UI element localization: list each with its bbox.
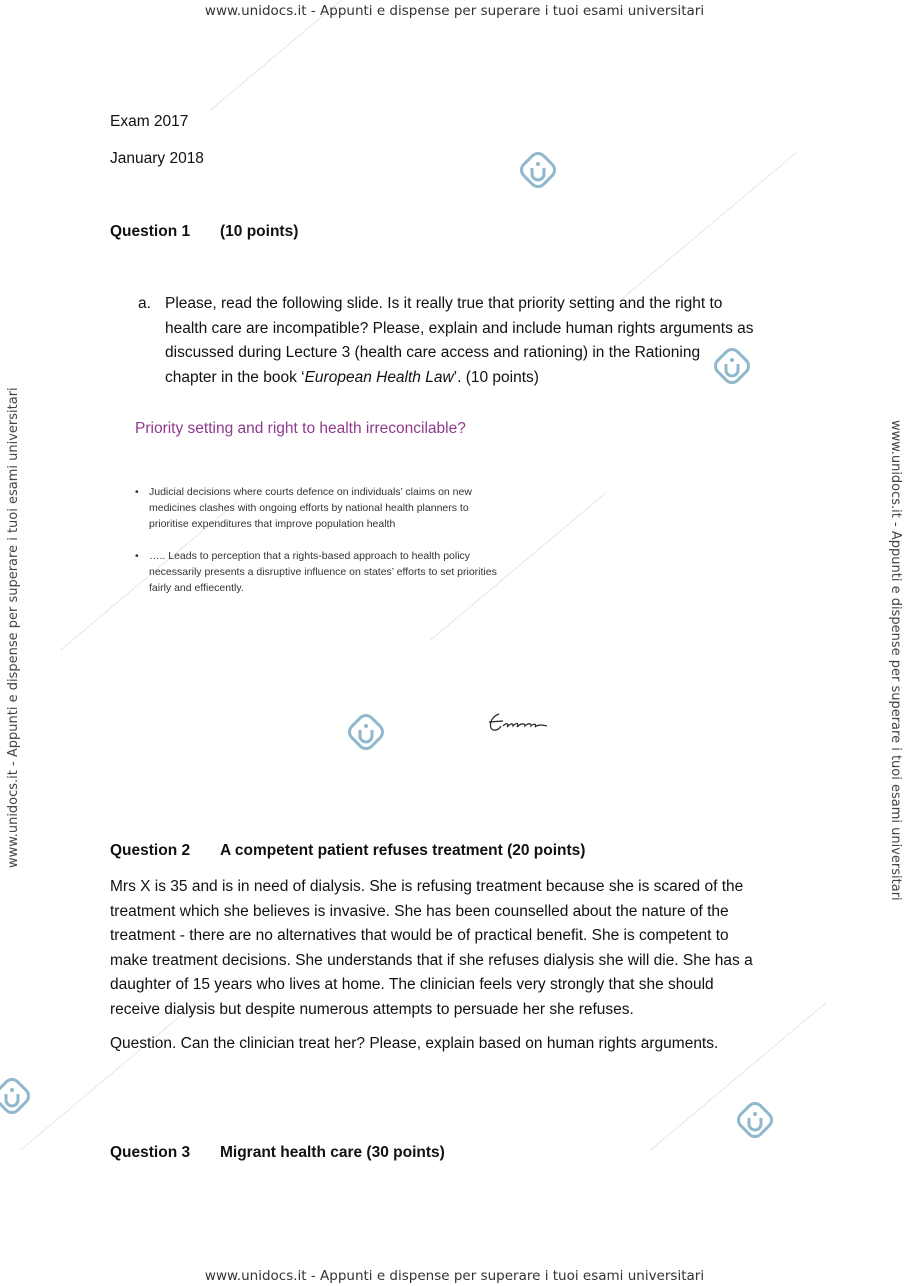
bullet-line: ….. Leads to perception that a rights-based approach to health policy (149, 550, 471, 562)
question-number: Question 1 (110, 223, 191, 240)
question-label: A competent patient refuses treatment (20 points) (220, 842, 586, 859)
item-line: Please, read the following slide. Is it really true that priority setting and the right to (165, 295, 723, 312)
erasmus-signature-logo (485, 708, 555, 736)
exam-date: January 2018 (110, 150, 204, 167)
bullet-line: prioritise expenditures that improve population health (149, 518, 396, 530)
paragraph-line: receive dialysis but despite numerous attempts to persuade her she refuses. (110, 1000, 634, 1018)
list-marker: a. (138, 295, 151, 312)
bullet-line: fairly and effiecently. (149, 582, 244, 594)
book-title: European Health Law (304, 368, 454, 386)
bullet-line: medicines clashes with ongoing efforts by national health planners to (149, 502, 469, 514)
right-side-banner: www.unidocs.it - Appunti e dispense per superare i tuoi esami universitari (888, 420, 903, 901)
question-2-heading (110, 839, 585, 864)
item-line: health care are incompatible? Please, explain and include human rights arguments as (165, 319, 754, 337)
item-line-last: chapter in the book ‘European Health Law’. (10 points) (165, 368, 539, 386)
question-3-heading (110, 1141, 445, 1166)
watermark-logo-icon (518, 150, 558, 190)
paragraph-line: Mrs X is 35 and is in need of dialysis. She is refusing treatment because she is scared of the (110, 878, 744, 895)
question-2-prompt: Question. Can the clinician treat her? Please, explain based on human rights arguments. (110, 1035, 719, 1052)
paragraph-line: make treatment decisions. She understands that if she refuses dialysis she will die. She has a (110, 951, 753, 969)
paragraph-line: treatment - there are no alternatives that would be of practical benefit. She is competent to (110, 927, 729, 944)
question-label: (10 points) (220, 223, 299, 240)
left-side-banner: www.unidocs.it - Appunti e dispense per superare i tuoi esami universitari (6, 387, 21, 868)
bullet-line: necessarily presents a disruptive influence on states’ efforts to set priorities (149, 566, 497, 578)
question-1-heading (110, 220, 298, 245)
item-line: discussed during Lecture 3 (health care access and rationing) in the Rationing (165, 344, 701, 361)
paragraph-line: daughter of 15 years who lives at home. The clinician feels very strongly that she should (110, 976, 714, 993)
question-label: Migrant health care (30 points) (220, 1144, 445, 1161)
question-2-paragraph (110, 875, 805, 1022)
question-number: Question 2 (110, 842, 191, 859)
watermark-line (20, 1002, 197, 1151)
question-number: Question 3 (110, 1144, 191, 1161)
slide-title: Priority setting and right to health irreconcilable? (135, 420, 466, 437)
watermark-logo-icon (0, 1076, 32, 1116)
bullet-dot-icon: • (135, 486, 139, 498)
watermark-logo-icon (735, 1100, 775, 1140)
paragraph-line: treatment which she believes is invasive. She has been counselled about the nature of the (110, 902, 729, 920)
slide-image (135, 420, 565, 750)
bullet-dot-icon: • (135, 550, 139, 562)
bullet-line: Judicial decisions where courts defence on individuals’ claims on new (149, 486, 472, 498)
bottom-banner: www.unidocs.it - Appunti e dispense per superare i tuoi esami universitari (204, 1268, 705, 1284)
watermark-line (620, 152, 797, 301)
exam-title: Exam 2017 (110, 113, 189, 130)
top-banner: www.unidocs.it - Appunti e dispense per superare i tuoi esami universitari (204, 3, 705, 19)
